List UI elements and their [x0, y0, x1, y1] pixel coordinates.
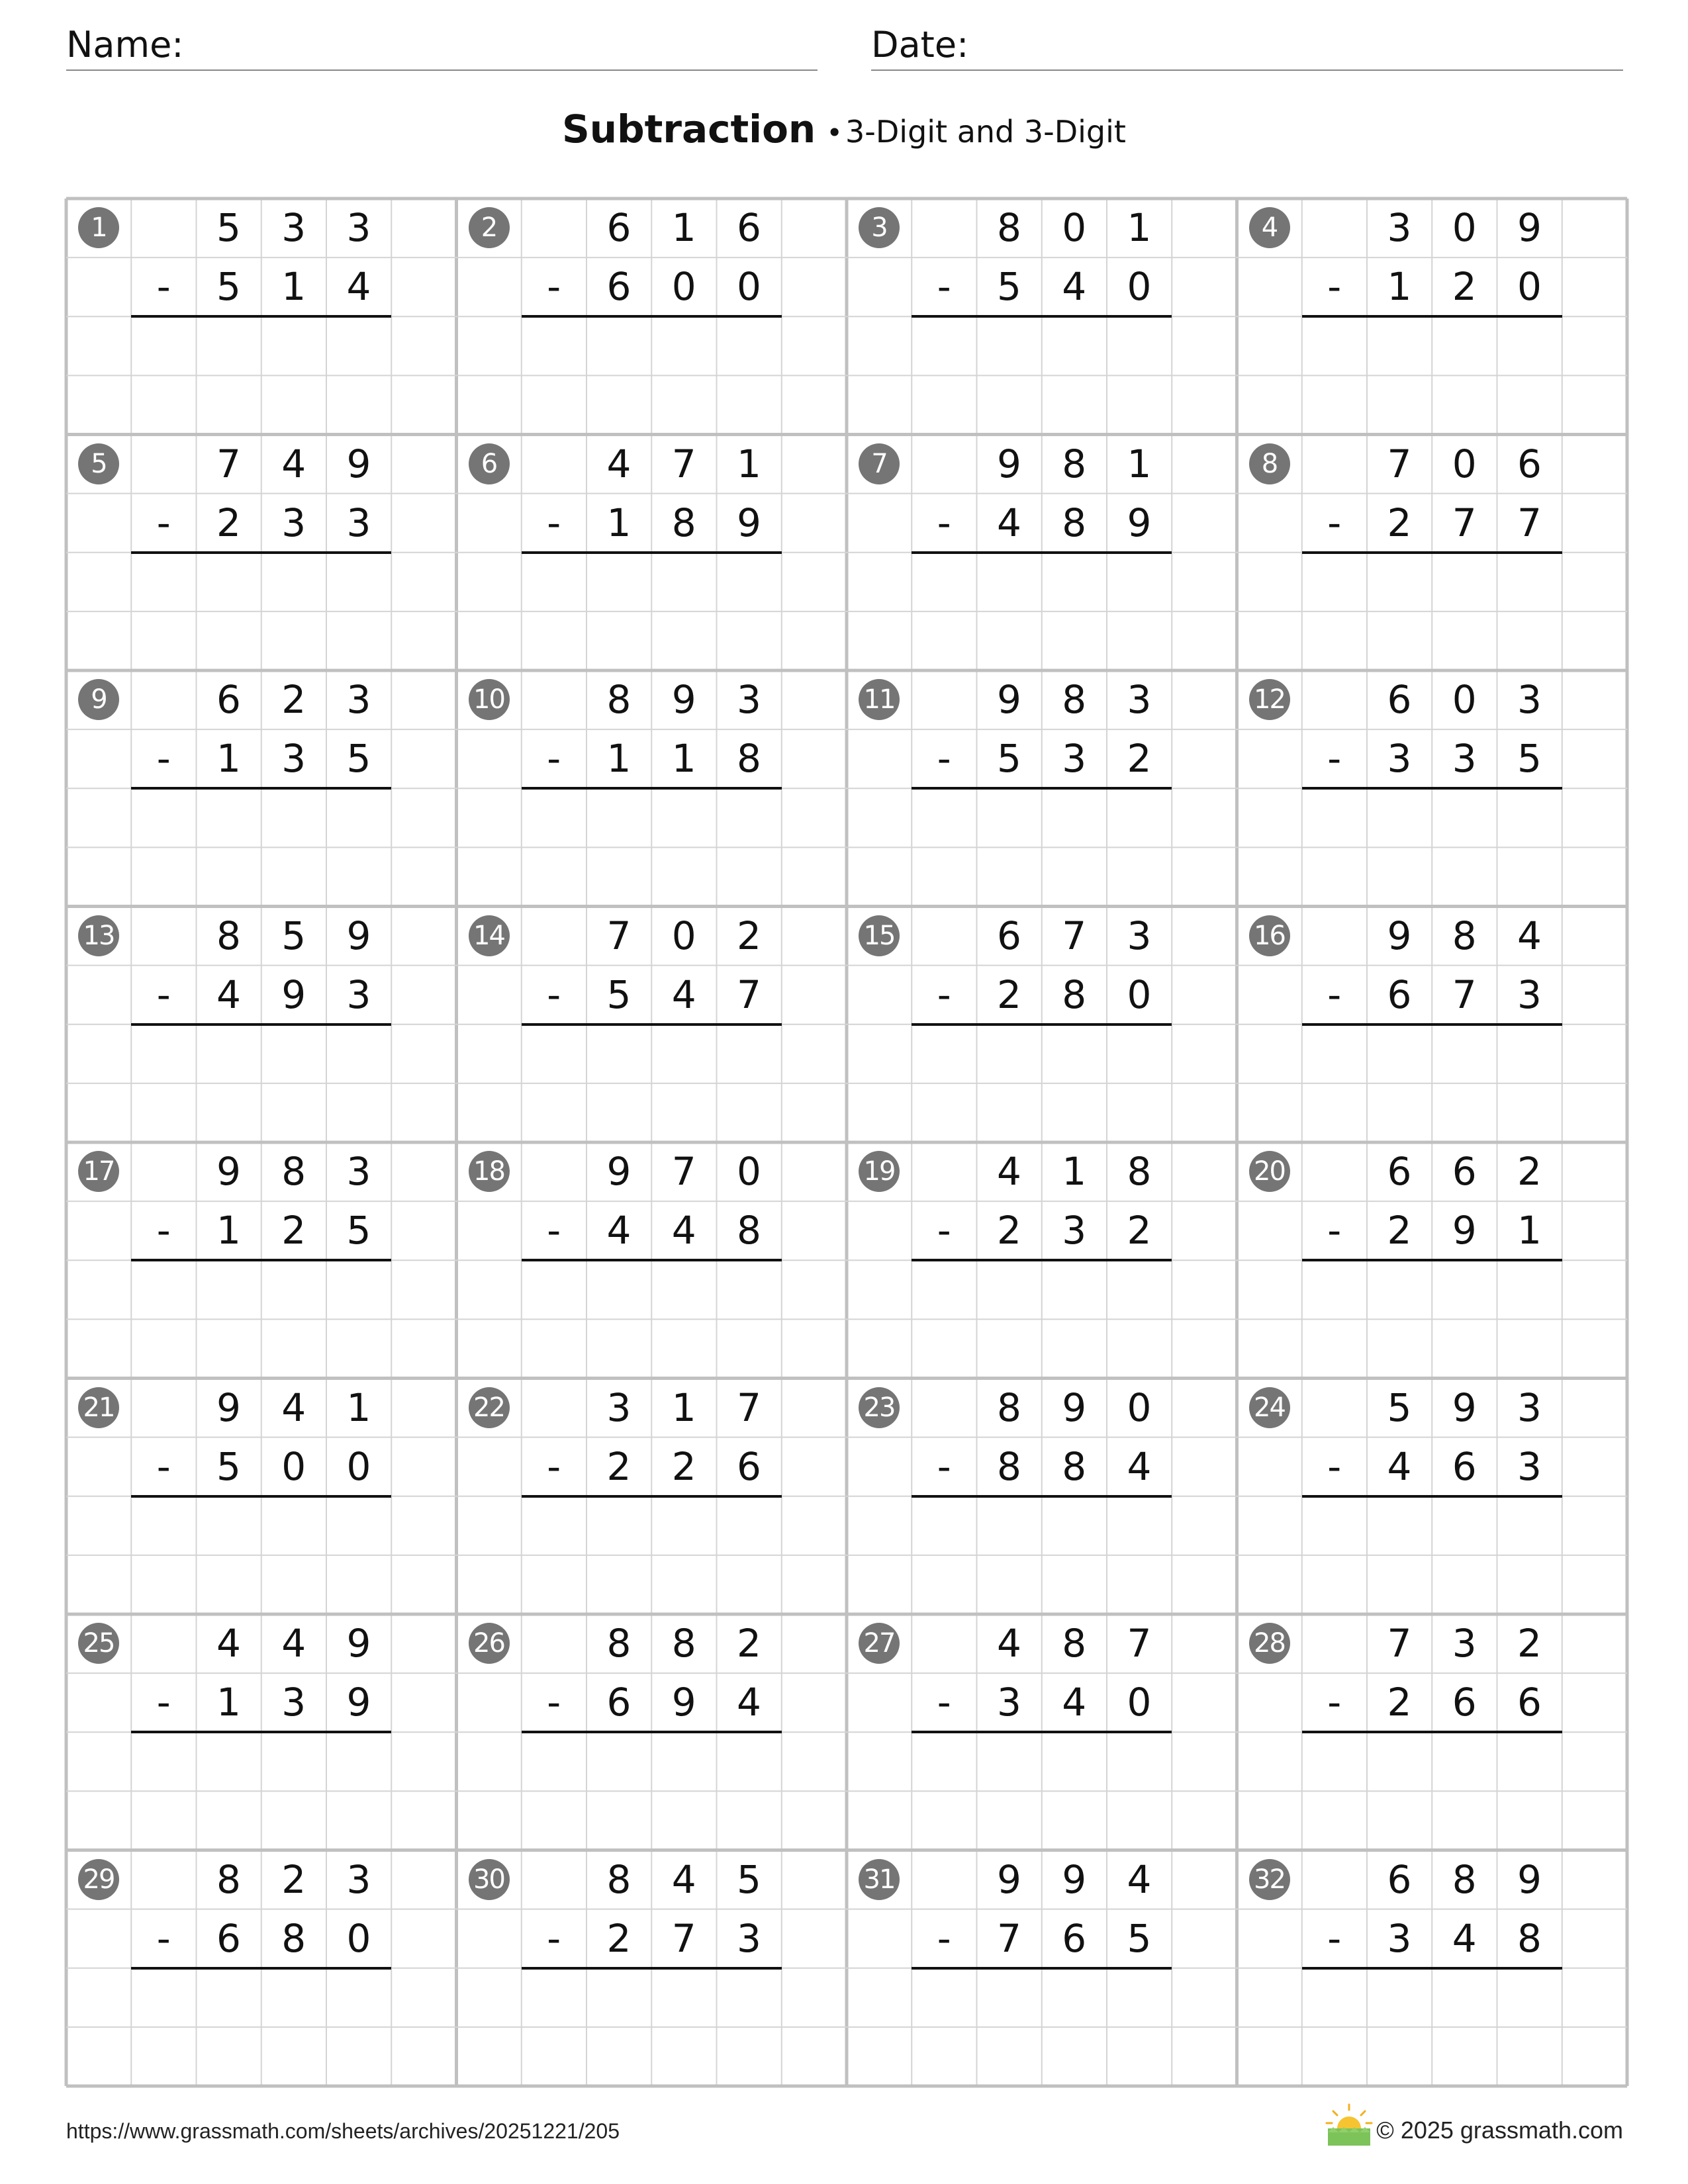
- bottom-digit: 9: [1127, 500, 1152, 545]
- bottom-digit: 1: [216, 1208, 241, 1253]
- bottom-digit: 7: [1517, 500, 1542, 545]
- problem-number-badge: 20: [1249, 1151, 1290, 1192]
- minus-sign: -: [1327, 500, 1342, 545]
- top-digit: 2: [1517, 1621, 1542, 1666]
- top-digit: 8: [1452, 913, 1477, 958]
- top-digit: 9: [997, 1856, 1021, 1902]
- answer-line: [131, 1495, 391, 1498]
- bottom-digit: 0: [1517, 264, 1542, 310]
- bottom-digit: 8: [671, 500, 696, 545]
- top-digit: 9: [671, 677, 696, 722]
- top-digit: 5: [281, 913, 306, 958]
- top-digit: 9: [216, 1149, 241, 1194]
- bottom-digit: 6: [1517, 1680, 1542, 1725]
- problem-number-badge: 28: [1249, 1623, 1290, 1664]
- name-label: Name:: [66, 24, 184, 66]
- bottom-digit: 4: [1452, 1915, 1477, 1961]
- answer-line: [1302, 315, 1562, 318]
- footer-copyright: © 2025 grassmath.com: [1376, 2116, 1623, 2144]
- minus-sign: -: [937, 1208, 951, 1253]
- problem-number-badge: 10: [469, 679, 510, 720]
- top-digit: 3: [1387, 205, 1412, 250]
- bottom-digit: 6: [1452, 1443, 1477, 1489]
- problem-number-badge: 6: [469, 443, 510, 484]
- answer-line: [131, 1967, 391, 1970]
- minus-sign: -: [156, 1915, 171, 1961]
- bottom-digit: 3: [1387, 1915, 1412, 1961]
- bottom-digit: 8: [1062, 500, 1087, 545]
- bottom-digit: 8: [1062, 1443, 1087, 1489]
- bottom-digit: 8: [737, 736, 761, 782]
- top-digit: 3: [606, 1385, 632, 1430]
- problem-number-badge: 13: [78, 915, 119, 956]
- title-separator: •: [826, 116, 843, 149]
- top-digit: 8: [281, 1149, 306, 1194]
- problem-number-badge: 32: [1249, 1859, 1290, 1900]
- top-digit: 9: [216, 1385, 241, 1430]
- top-digit: 1: [1127, 441, 1152, 486]
- minus-sign: -: [156, 1443, 171, 1489]
- bottom-digit: 2: [997, 972, 1021, 1017]
- top-digit: 3: [1517, 1385, 1542, 1430]
- bottom-digit: 7: [1452, 500, 1477, 545]
- top-digit: 7: [606, 913, 632, 958]
- top-digit: 9: [346, 441, 371, 486]
- problem-number-badge: 24: [1249, 1387, 1290, 1428]
- top-digit: 8: [606, 1856, 632, 1902]
- minus-sign: -: [156, 264, 171, 310]
- problem-number-badge: 30: [469, 1859, 510, 1900]
- problem-number-badge: 14: [469, 915, 510, 956]
- top-digit: 4: [1517, 913, 1542, 958]
- problem-number-badge: 11: [859, 679, 900, 720]
- problem-number-badge: 16: [1249, 915, 1290, 956]
- bottom-digit: 3: [737, 1915, 761, 1961]
- answer-line: [1302, 1731, 1562, 1733]
- bottom-digit: 0: [281, 1443, 306, 1489]
- bottom-digit: 2: [671, 1443, 696, 1489]
- top-digit: 6: [1387, 1149, 1412, 1194]
- minus-sign: -: [937, 972, 951, 1017]
- bottom-digit: 4: [737, 1680, 761, 1725]
- answer-line: [1302, 1495, 1562, 1498]
- top-digit: 7: [671, 1149, 696, 1194]
- top-digit: 3: [1517, 677, 1542, 722]
- answer-line: [131, 551, 391, 554]
- bottom-digit: 2: [1127, 1208, 1152, 1253]
- answer-line: [912, 787, 1172, 790]
- top-digit: 9: [606, 1149, 632, 1194]
- top-digit: 9: [997, 677, 1021, 722]
- bottom-digit: 5: [216, 1443, 241, 1489]
- top-digit: 1: [1062, 1149, 1087, 1194]
- bottom-digit: 4: [671, 1208, 696, 1253]
- answer-line: [912, 1495, 1172, 1498]
- bottom-digit: 8: [1517, 1915, 1542, 1961]
- answer-line: [912, 315, 1172, 318]
- top-digit: 6: [606, 205, 632, 250]
- top-digit: 4: [1127, 1856, 1152, 1902]
- bottom-digit: 0: [346, 1443, 371, 1489]
- bottom-digit: 6: [1062, 1915, 1087, 1961]
- bottom-digit: 2: [1387, 1208, 1412, 1253]
- top-digit: 0: [1452, 441, 1477, 486]
- top-digit: 2: [281, 677, 306, 722]
- bottom-digit: 1: [216, 736, 241, 782]
- minus-sign: -: [937, 1680, 951, 1725]
- answer-line: [522, 1967, 782, 1970]
- top-digit: 9: [1062, 1385, 1087, 1430]
- bottom-digit: 3: [281, 736, 306, 782]
- answer-line: [131, 787, 391, 790]
- footer-url: https://www.grassmath.com/sheets/archives/20251221/205: [66, 2119, 620, 2143]
- answer-line: [131, 315, 391, 318]
- bottom-digit: 6: [606, 1680, 632, 1725]
- bottom-digit: 6: [1387, 972, 1412, 1017]
- problem-number-badge: 15: [859, 915, 900, 956]
- answer-line: [522, 1731, 782, 1733]
- bottom-digit: 3: [346, 500, 371, 545]
- top-digit: 9: [1387, 913, 1412, 958]
- bottom-digit: 2: [1387, 1680, 1412, 1725]
- minus-sign: -: [547, 500, 561, 545]
- top-digit: 2: [737, 913, 761, 958]
- bottom-digit: 0: [1127, 972, 1152, 1017]
- bottom-digit: 9: [737, 500, 761, 545]
- problem-number-badge: 17: [78, 1151, 119, 1192]
- top-digit: 0: [737, 1149, 761, 1194]
- problem-number-badge: 25: [78, 1623, 119, 1664]
- minus-sign: -: [156, 736, 171, 782]
- bottom-digit: 5: [346, 736, 371, 782]
- top-digit: 8: [997, 1385, 1021, 1430]
- answer-line: [1302, 1259, 1562, 1261]
- top-digit: 0: [1062, 205, 1087, 250]
- top-digit: 6: [737, 205, 761, 250]
- bottom-digit: 5: [216, 264, 241, 310]
- top-digit: 5: [1387, 1385, 1412, 1430]
- top-digit: 3: [346, 677, 371, 722]
- top-digit: 3: [346, 205, 371, 250]
- top-digit: 9: [997, 441, 1021, 486]
- top-digit: 9: [1062, 1856, 1087, 1902]
- bottom-digit: 8: [281, 1915, 306, 1961]
- bottom-digit: 8: [997, 1443, 1021, 1489]
- minus-sign: -: [547, 1680, 561, 1725]
- top-digit: 8: [606, 1621, 632, 1666]
- answer-line: [522, 1023, 782, 1026]
- bottom-digit: 3: [1517, 1443, 1542, 1489]
- bottom-digit: 7: [997, 1915, 1021, 1961]
- bottom-digit: 4: [671, 972, 696, 1017]
- bottom-digit: 8: [737, 1208, 761, 1253]
- problem-number-badge: 7: [859, 443, 900, 484]
- minus-sign: -: [547, 1443, 561, 1489]
- minus-sign: -: [1327, 1680, 1342, 1725]
- bottom-digit: 7: [1452, 972, 1477, 1017]
- bottom-digit: 9: [1452, 1208, 1477, 1253]
- top-digit: 6: [1387, 677, 1412, 722]
- bottom-digit: 8: [1062, 972, 1087, 1017]
- bottom-digit: 4: [1127, 1443, 1152, 1489]
- top-digit: 1: [1127, 205, 1152, 250]
- minus-sign: -: [937, 736, 951, 782]
- bottom-digit: 1: [671, 736, 696, 782]
- answer-line: [1302, 1023, 1562, 1026]
- top-digit: 6: [1517, 441, 1542, 486]
- top-digit: 3: [346, 1149, 371, 1194]
- top-digit: 1: [737, 441, 761, 486]
- minus-sign: -: [547, 1915, 561, 1961]
- bottom-digit: 5: [346, 1208, 371, 1253]
- top-digit: 0: [1452, 205, 1477, 250]
- minus-sign: -: [937, 500, 951, 545]
- sun-over-grass-icon: [1324, 2103, 1374, 2147]
- answer-line: [912, 1259, 1172, 1261]
- bottom-digit: 2: [1387, 500, 1412, 545]
- answer-line: [912, 551, 1172, 554]
- minus-sign: -: [547, 1208, 561, 1253]
- top-digit: 6: [997, 913, 1021, 958]
- answer-line: [1302, 1967, 1562, 1970]
- minus-sign: -: [1327, 1208, 1342, 1253]
- top-digit: 1: [671, 1385, 696, 1430]
- answer-line: [912, 1023, 1172, 1026]
- bottom-digit: 0: [671, 264, 696, 310]
- bottom-digit: 1: [1387, 264, 1412, 310]
- bottom-digit: 3: [281, 500, 306, 545]
- bottom-digit: 2: [1127, 736, 1152, 782]
- top-digit: 6: [216, 677, 241, 722]
- minus-sign: -: [1327, 1443, 1342, 1489]
- bottom-digit: 3: [346, 972, 371, 1017]
- bottom-digit: 2: [281, 1208, 306, 1253]
- top-digit: 3: [737, 677, 761, 722]
- bottom-digit: 2: [216, 500, 241, 545]
- top-digit: 9: [346, 1621, 371, 1666]
- bottom-digit: 6: [737, 1443, 761, 1489]
- bottom-digit: 2: [997, 1208, 1021, 1253]
- bottom-digit: 5: [606, 972, 632, 1017]
- top-digit: 7: [1127, 1621, 1152, 1666]
- bottom-digit: 9: [281, 972, 306, 1017]
- bottom-digit: 3: [281, 1680, 306, 1725]
- top-digit: 0: [671, 913, 696, 958]
- top-digit: 7: [1387, 1621, 1412, 1666]
- bottom-digit: 5: [1517, 736, 1542, 782]
- answer-line: [912, 1967, 1172, 1970]
- minus-sign: -: [156, 1208, 171, 1253]
- minus-sign: -: [547, 264, 561, 310]
- problem-number-badge: 19: [859, 1151, 900, 1192]
- answer-line: [131, 1023, 391, 1026]
- top-digit: 2: [1517, 1149, 1542, 1194]
- minus-sign: -: [1327, 736, 1342, 782]
- problem-number-badge: 27: [859, 1623, 900, 1664]
- minus-sign: -: [156, 1680, 171, 1725]
- top-digit: 4: [997, 1621, 1021, 1666]
- top-digit: 7: [1062, 913, 1087, 958]
- bottom-digit: 2: [606, 1443, 632, 1489]
- minus-sign: -: [156, 972, 171, 1017]
- bottom-digit: 4: [1062, 1680, 1087, 1725]
- top-digit: 8: [1062, 441, 1087, 486]
- top-digit: 4: [281, 441, 306, 486]
- top-digit: 2: [737, 1621, 761, 1666]
- top-digit: 4: [671, 1856, 696, 1902]
- top-digit: 9: [1517, 1856, 1542, 1902]
- answer-line: [522, 315, 782, 318]
- top-digit: 1: [671, 205, 696, 250]
- minus-sign: -: [937, 1915, 951, 1961]
- bottom-digit: 6: [606, 264, 632, 310]
- top-digit: 3: [1452, 1621, 1477, 1666]
- bottom-digit: 4: [606, 1208, 632, 1253]
- bottom-digit: 1: [606, 736, 632, 782]
- problem-number-badge: 12: [1249, 679, 1290, 720]
- top-digit: 9: [1517, 205, 1542, 250]
- top-digit: 9: [346, 913, 371, 958]
- top-digit: 8: [1062, 1621, 1087, 1666]
- bottom-digit: 5: [1127, 1915, 1152, 1961]
- minus-sign: -: [1327, 972, 1342, 1017]
- problem-number-badge: 2: [469, 207, 510, 248]
- bottom-digit: 4: [997, 500, 1021, 545]
- answer-line: [522, 551, 782, 554]
- minus-sign: -: [1327, 264, 1342, 310]
- bottom-digit: 9: [671, 1680, 696, 1725]
- top-digit: 0: [1452, 677, 1477, 722]
- problem-number-badge: 31: [859, 1859, 900, 1900]
- answer-line: [131, 1259, 391, 1261]
- top-digit: 8: [671, 1621, 696, 1666]
- top-digit: 8: [997, 205, 1021, 250]
- bottom-digit: 6: [216, 1915, 241, 1961]
- answer-line: [522, 1495, 782, 1498]
- top-digit: 9: [1452, 1385, 1477, 1430]
- top-digit: 7: [737, 1385, 761, 1430]
- answer-line: [1302, 787, 1562, 790]
- problem-number-badge: 4: [1249, 207, 1290, 248]
- minus-sign: -: [1327, 1915, 1342, 1961]
- top-digit: 5: [737, 1856, 761, 1902]
- top-digit: 8: [216, 913, 241, 958]
- minus-sign: -: [547, 736, 561, 782]
- bottom-digit: 0: [346, 1915, 371, 1961]
- bottom-digit: 0: [1127, 264, 1152, 310]
- top-digit: 0: [1127, 1385, 1152, 1430]
- bottom-digit: 1: [606, 500, 632, 545]
- problem-number-badge: 8: [1249, 443, 1290, 484]
- bottom-digit: 3: [1062, 736, 1087, 782]
- bottom-digit: 4: [346, 264, 371, 310]
- top-digit: 3: [1127, 913, 1152, 958]
- answer-line: [131, 1731, 391, 1733]
- bottom-digit: 1: [216, 1680, 241, 1725]
- minus-sign: -: [937, 264, 951, 310]
- bottom-digit: 3: [1517, 972, 1542, 1017]
- bottom-digit: 9: [346, 1680, 371, 1725]
- top-digit: 4: [997, 1149, 1021, 1194]
- bottom-digit: 3: [1387, 736, 1412, 782]
- bottom-digit: 5: [997, 736, 1021, 782]
- top-digit: 7: [1387, 441, 1412, 486]
- answer-line: [912, 1731, 1172, 1733]
- answer-line: [522, 787, 782, 790]
- top-digit: 4: [281, 1621, 306, 1666]
- top-digit: 3: [346, 1856, 371, 1902]
- top-digit: 5: [216, 205, 241, 250]
- top-digit: 7: [671, 441, 696, 486]
- bottom-digit: 3: [997, 1680, 1021, 1725]
- top-digit: 8: [1127, 1149, 1152, 1194]
- top-digit: 3: [1127, 677, 1152, 722]
- minus-sign: -: [937, 1443, 951, 1489]
- bottom-digit: 1: [1517, 1208, 1542, 1253]
- bottom-digit: 0: [1127, 1680, 1152, 1725]
- bottom-digit: 4: [1062, 264, 1087, 310]
- bottom-digit: 3: [1062, 1208, 1087, 1253]
- top-digit: 4: [216, 1621, 241, 1666]
- top-digit: 8: [606, 677, 632, 722]
- bottom-digit: 0: [737, 264, 761, 310]
- minus-sign: -: [547, 972, 561, 1017]
- top-digit: 8: [1062, 677, 1087, 722]
- minus-sign: -: [156, 500, 171, 545]
- bottom-digit: 2: [1452, 264, 1477, 310]
- problem-number-badge: 18: [469, 1151, 510, 1192]
- top-digit: 3: [281, 205, 306, 250]
- top-digit: 6: [1452, 1149, 1477, 1194]
- bottom-digit: 6: [1452, 1680, 1477, 1725]
- problem-number-badge: 9: [78, 679, 119, 720]
- top-digit: 7: [216, 441, 241, 486]
- problem-number-badge: 3: [859, 207, 900, 248]
- title-main: Subtraction: [562, 107, 816, 152]
- problem-number-badge: 29: [78, 1859, 119, 1900]
- top-digit: 8: [1452, 1856, 1477, 1902]
- answer-line: [1302, 551, 1562, 554]
- title-subtitle: 3-Digit and 3-Digit: [845, 114, 1126, 150]
- bottom-digit: 4: [1387, 1443, 1412, 1489]
- problem-number-badge: 23: [859, 1387, 900, 1428]
- problem-number-badge: 5: [78, 443, 119, 484]
- top-digit: 4: [281, 1385, 306, 1430]
- bottom-digit: 4: [216, 972, 241, 1017]
- top-digit: 8: [216, 1856, 241, 1902]
- bottom-digit: 7: [671, 1915, 696, 1961]
- bottom-digit: 3: [1452, 736, 1477, 782]
- top-digit: 6: [1387, 1856, 1412, 1902]
- answer-line: [522, 1259, 782, 1261]
- problem-number-badge: 1: [78, 207, 119, 248]
- bottom-digit: 5: [997, 264, 1021, 310]
- top-digit: 1: [346, 1385, 371, 1430]
- problem-number-badge: 26: [469, 1623, 510, 1664]
- top-digit: 4: [606, 441, 632, 486]
- top-digit: 2: [281, 1856, 306, 1902]
- bottom-digit: 2: [606, 1915, 632, 1961]
- problem-number-badge: 22: [469, 1387, 510, 1428]
- bottom-digit: 1: [281, 264, 306, 310]
- problem-number-badge: 21: [78, 1387, 119, 1428]
- date-label: Date:: [871, 24, 969, 66]
- bottom-digit: 7: [737, 972, 761, 1017]
